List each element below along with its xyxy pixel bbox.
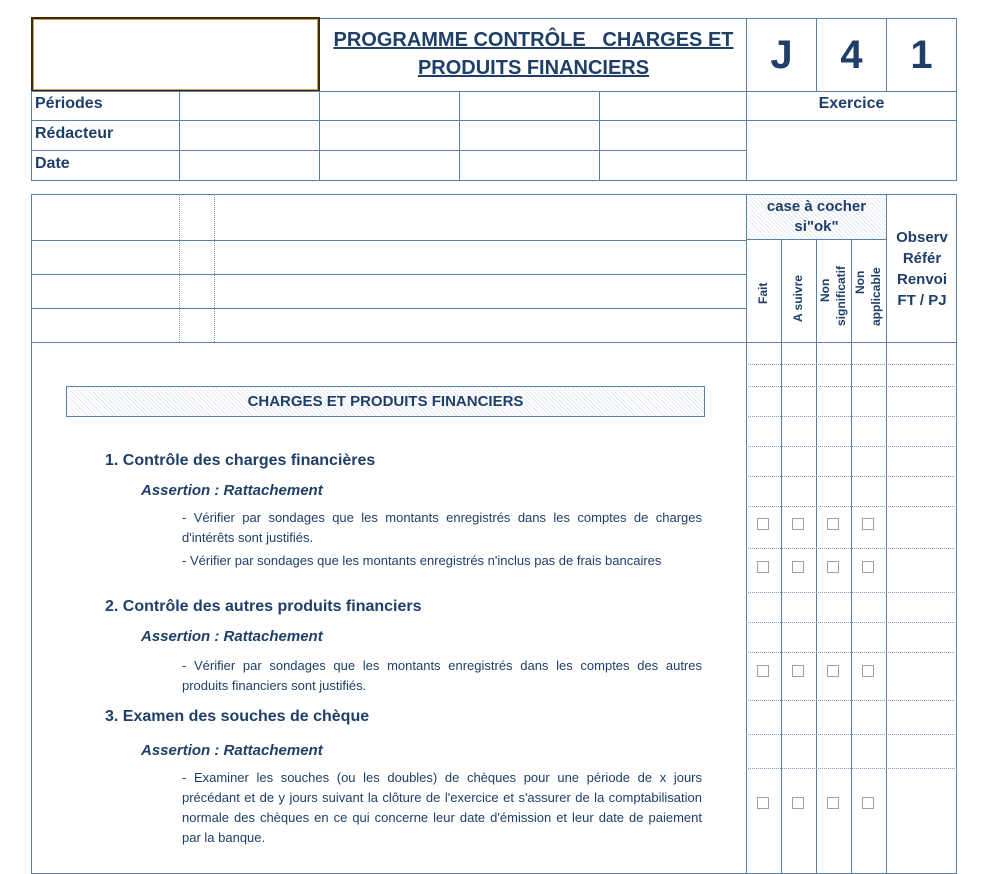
checkbox-header-title <box>747 197 886 237</box>
meta-table <box>31 91 747 181</box>
section-1-item-2: - Vérifier par sondages que les montants enregistrés n'inclus pas de frais bancaires <box>182 553 662 568</box>
code-number-1: 4 <box>840 32 863 77</box>
col-a-suivre: A suivre <box>791 275 805 322</box>
checkbox-s3-i1-fait[interactable] <box>757 797 769 809</box>
section-1-title: 1. Contrôle des charges financières <box>105 452 376 469</box>
obs-line-1: Observ <box>896 229 948 246</box>
code-cell-2 <box>816 18 887 92</box>
checkbox-s1-i1-non-applicable[interactable] <box>862 518 874 530</box>
obs-line-3: Renvoi <box>896 271 947 288</box>
checkbox-s3-i1-a-suivre[interactable] <box>792 797 804 809</box>
section-3-title: 3. Examen des souches de chèque <box>105 708 370 725</box>
obs-line-4: FT / PJ <box>897 292 947 309</box>
col-fait: Fait <box>756 282 770 304</box>
code-cell-1 <box>746 18 817 92</box>
section-banner <box>66 386 705 417</box>
checkbox-s2-i1-non-applicable[interactable] <box>862 665 874 677</box>
page-title-line1: PROGRAMME CONTRÔLE CHARGES ET <box>333 29 734 51</box>
code-cell-3 <box>886 18 957 92</box>
section-3-item-1: - Examiner les souches (ou les doubles) de chèques pour une période de x jours précédant et de y jours suivant la clôture de l'exercice et s'assurer de la comptabilisation normale des chèques en ce qui concerne leur date d'émission et leur date de paiement par la banque. <box>182 770 702 845</box>
obs-line-2: Référ <box>902 250 942 267</box>
code-letter: J <box>770 32 793 77</box>
checkbox-s1-i1-non-significatif[interactable] <box>827 518 839 530</box>
section-banner-label: CHARGES ET PRODUITS FINANCIERS <box>247 393 524 410</box>
col-non-applicable: Non applicable <box>853 267 883 326</box>
col-non-significatif: Non significatif <box>818 265 848 326</box>
meta-label-periodes: Périodes <box>35 95 103 112</box>
exercice-label: Exercice <box>818 95 885 112</box>
section-2-assertion: Assertion : Rattachement <box>141 628 323 645</box>
page-title-line2: PRODUITS FINANCIERS <box>417 57 650 79</box>
section-2-item-1: - Vérifier par sondages que les montants enregistrés dans les comptes des autres produits financiers sont justifiés. <box>182 658 702 693</box>
logo-box <box>31 17 320 92</box>
page-title <box>320 26 747 82</box>
checkbox-s2-i1-a-suivre[interactable] <box>792 665 804 677</box>
section-2-title: 2. Contrôle des autres produits financiers <box>105 598 422 615</box>
checkbox-s2-i1-non-significatif[interactable] <box>827 665 839 677</box>
checkbox-header-line2: si"ok" <box>794 218 839 235</box>
checkbox-s1-i2-non-applicable[interactable] <box>862 561 874 573</box>
section-3-assertion: Assertion : Rattachement <box>141 742 323 759</box>
checkbox-s1-i1-fait[interactable] <box>757 518 769 530</box>
checkbox-s3-i1-non-applicable[interactable] <box>862 797 874 809</box>
checkbox-s1-i1-a-suivre[interactable] <box>792 518 804 530</box>
section-1-item-1: - Vérifier par sondages que les montants enregistrés dans les comptes de charges d'intérêts sont justifiés. <box>182 510 702 545</box>
meta-label-redacteur: Rédacteur <box>35 125 114 142</box>
meta-label-date: Date <box>35 155 70 172</box>
checkbox-header-line1: case à cocher <box>766 198 867 215</box>
observations-header <box>887 227 957 311</box>
code-number-2: 1 <box>910 32 933 77</box>
section-1-assertion: Assertion : Rattachement <box>141 482 323 499</box>
checkbox-s1-i2-non-significatif[interactable] <box>827 561 839 573</box>
checkbox-s1-i2-fait[interactable] <box>757 561 769 573</box>
checkbox-s3-i1-non-significatif[interactable] <box>827 797 839 809</box>
checkbox-s2-i1-fait[interactable] <box>757 665 769 677</box>
checkbox-s1-i2-a-suivre[interactable] <box>792 561 804 573</box>
